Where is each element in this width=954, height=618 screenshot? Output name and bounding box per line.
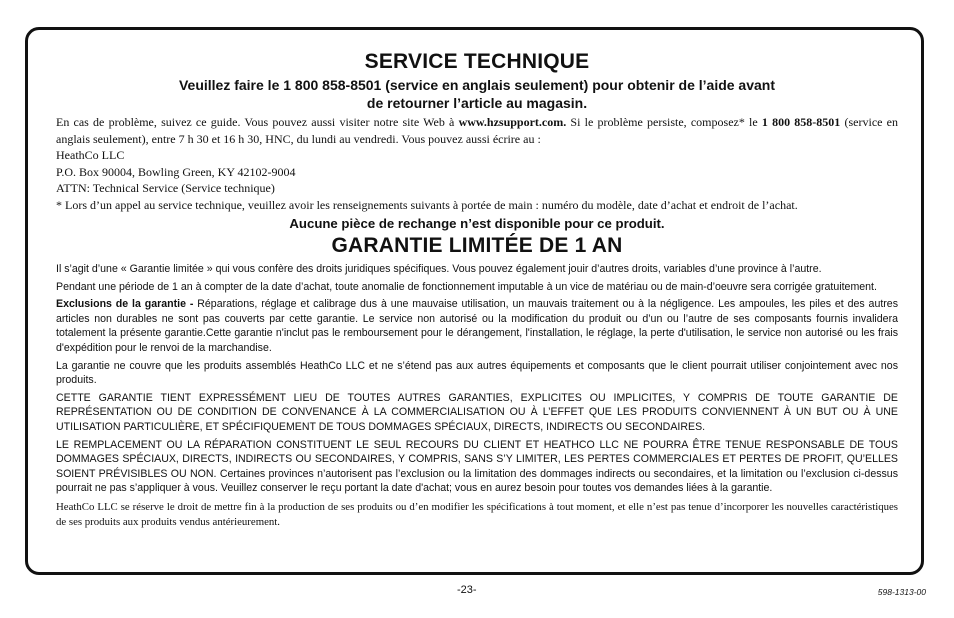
website-link[interactable]: www.hzsupport.com. <box>458 115 567 129</box>
address-line-po-box: P.O. Box 90004, Bowling Green, KY 42102-9004 <box>56 164 296 179</box>
exclusions-label: Exclusions de la garantie - <box>56 298 198 311</box>
intro-text-b: Si le problème persiste, composez* le <box>566 115 762 129</box>
warranty-paragraph-disclaimer: CETTE GARANTIE TIENT EXPRESSÉMENT LIEU DE TOUTES AUTRES GARANTIES, EXPLICITES OU IMPLICITES, Y COMPRIS DE TOUTE GARANTIE DE REPRÉSENTATION OU DE CONDITION DE CONVENANCE À LA COMMERCIALISATION OU À L’EFFET QUE LES PRODUITS CONVIENNENT À UN BUT OU À UNE UTILISATION PARTICULIÈRE, ET SPÉCIFIQUEMENT DE TOUS DOMMAGES SPÉCIAUX, DIRECTS, INDIRECTS OU SECONDAIRES. <box>56 391 898 433</box>
warranty-paragraph-remedy: LE REMPLACEMENT OU LA RÉPARATION CONSTITUENT LE SEUL RECOURS DU CLIENT ET HEATHCO LLC NE POURRA ÊTRE TENUE RESPONSABLE DE TOUS DOMMAGES SPÉCIAUX, DIRECTS, INDIRECTS OU SECONDAIRES, Y COMPRIS, SANS S’Y LIMITER, LES PERTES COMMERCIALES ET PERTES DE PROFIT, QU’ELLES SOIENT PRÉVISIBLES OU NON. Certaines provinces n’autorisent pas l’exclusion ou la limitation des dommages indirects ou secondaires, et la limitation ou l’exclusion ci-dessus pourrait ne pas s’appliquer à vous. Veuillez conserver le reçu portant la date d'achat; vous en aurez besoin pour toutes vos demandes liées à la garantie. <box>56 438 898 495</box>
warranty-paragraph-rights: Il s’agit d’une « Garantie limitée » qui vous confère des droits juridiques spécifiques. Vous pouvez également jouir d’autres droits, variables d’une province à l’autre. <box>56 263 822 275</box>
service-title: SERVICE TECHNIQUE <box>364 50 590 73</box>
warranty-paragraph-modifications: HeathCo LLC se réserve le droit de mettre fin à la production de ses produits ou d’en modifier les spécifications à tout moment, et elle n’est pas tenue d’incorporer les nouvelles caractéristiques de ses produits aux produits vendus antérieurement. <box>56 500 898 528</box>
service-subtitle <box>56 77 898 112</box>
address-line-company: HeathCo LLC <box>56 148 125 162</box>
exclusions-text: Réparations, réglage et calibrage dus à une mauvaise utilisation, un mauvais traitement ou à la négligence. Les ampoules, les piles et des autres articles non durables ne sont pas couverts par cette garantie. Le service non autorisé ou la modification du produit ou d’un ou l’autre de ses composants fournis invalidera totalement la présente garantie.Cette garantie n'inclut pas le remboursement pour le dérangement, l'installation, le réglage, la perte d'utilisation, le service non autorisé ou les frais d'expédition pour le renvoi de la marchandise. <box>56 298 898 354</box>
no-parts-notice: Aucune pièce de rechange n’est disponible pour ce produit. <box>289 216 665 231</box>
intro-text-c: (service en anglais seulement), entre 7 h 30 et 16 h 30, HNC, du lundi au vendredi. Vous pouvez aussi écrire au : <box>56 115 898 146</box>
page-content <box>56 50 898 530</box>
warranty-paragraph-period: Pendant une période de 1 an à compter de la date d’achat, toute anomalie de fonctionnement imputable à un vice de matériau ou de main-d’oeuvre sera corrigée gratuitement. <box>56 280 877 293</box>
intro-text-a: En cas de problème, suivez ce guide. Vous pouvez aussi visiter notre site Web à <box>56 115 459 129</box>
service-subtitle-line2: de retourner l’article au magasin. <box>366 94 588 111</box>
service-footnote: * Lors d’un appel au service technique, veuillez avoir les renseignements suivants à portée de main : numéro du modèle, date d’achat et endroit de l’achat. <box>56 197 798 212</box>
service-intro-paragraph <box>56 114 898 147</box>
warranty-paragraph-exclusions <box>56 297 898 355</box>
document-code: 598-1313-00 <box>877 587 926 597</box>
service-subtitle-line1: Veuillez faire le 1 800 858-8501 (service en anglais seulement) pour obtenir de l’aide avant <box>178 77 776 93</box>
page-number: -23- <box>457 584 477 596</box>
phone-number: 1 800 858-8501 <box>761 115 841 129</box>
address-line-attn: ATTN: Technical Service (Service technique) <box>56 181 275 195</box>
warranty-title: GARANTIE LIMITÉE DE 1 AN <box>331 234 623 257</box>
warranty-paragraph-coverage: La garantie ne couvre que les produits assemblés HeathCo LLC et ne s’étend pas aux autres équipements et composants que le client pourrait utiliser conjointement avec nos produits. <box>56 359 898 387</box>
